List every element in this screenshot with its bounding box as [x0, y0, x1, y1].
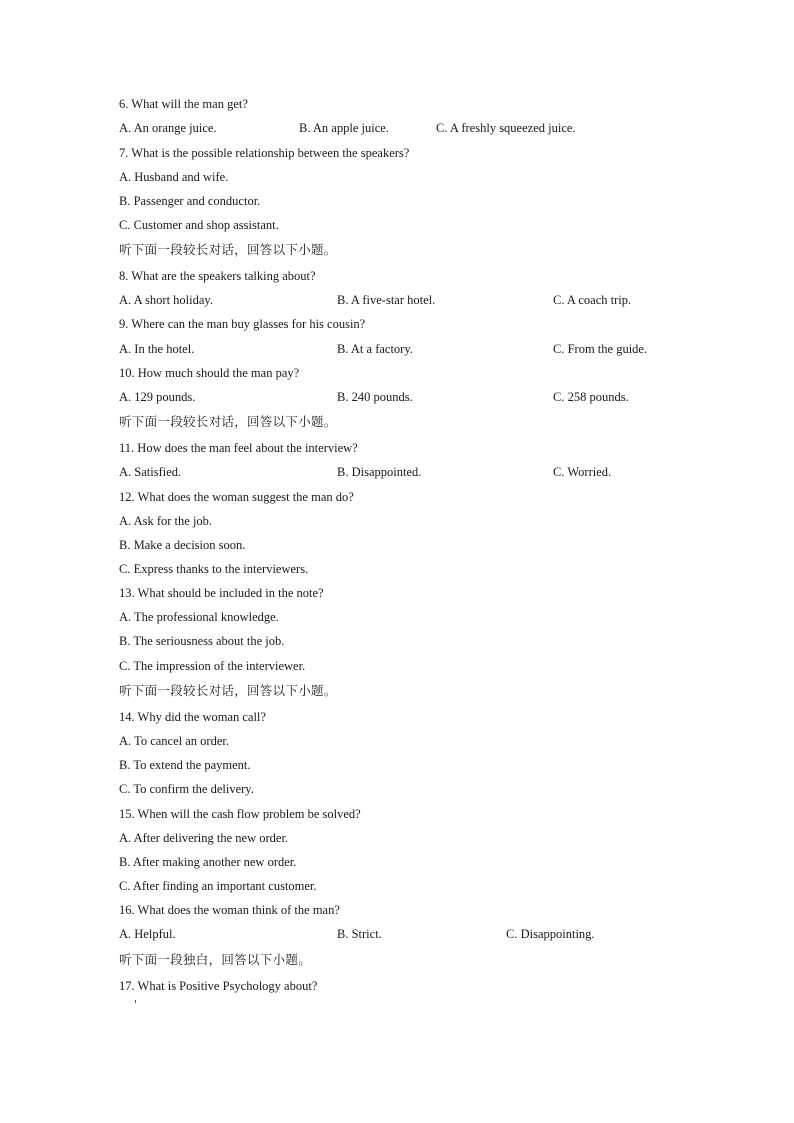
question-10-option-c: C. 258 pounds. — [553, 390, 629, 404]
question-11-stem: 11. How does the man feel about the interview? — [119, 441, 358, 455]
stray-mark — [135, 1000, 136, 1003]
section-instruction-2: 听下面一段较长对话，回答以下小题。 — [119, 414, 337, 429]
question-8-option-b: B. A five-star hotel. — [337, 293, 436, 307]
question-11-option-b: B. Disappointed. — [337, 465, 422, 479]
question-13-stem: 13. What should be included in the note? — [119, 586, 324, 600]
question-12-option-c: C. Express thanks to the interviewers. — [119, 562, 309, 576]
question-15-option-b: B. After making another new order. — [119, 855, 297, 869]
question-13-option-b: B. The seriousness about the job. — [119, 634, 285, 648]
question-8-stem: 8. What are the speakers talking about? — [119, 269, 316, 283]
question-14-option-b: B. To extend the payment. — [119, 758, 251, 772]
question-9-option-c: C. From the guide. — [553, 342, 648, 356]
question-6-option-b: B. An apple juice. — [299, 121, 389, 135]
question-6-option-a: A. An orange juice. — [119, 121, 217, 135]
section-instruction-4: 听下面一段独白，回答以下小题。 — [119, 952, 312, 967]
section-instruction-3: 听下面一段较长对话，回答以下小题。 — [119, 683, 337, 698]
question-14-stem: 14. Why did the woman call? — [119, 710, 266, 724]
question-8-option-c: C. A coach trip. — [553, 293, 632, 307]
question-7-stem: 7. What is the possible relationship between the speakers? — [119, 146, 410, 160]
question-9-option-a: A. In the hotel. — [119, 342, 195, 356]
question-6-stem: 6. What will the man get? — [119, 97, 248, 111]
question-6-option-c: C. A freshly squeezed juice. — [436, 121, 576, 135]
section-instruction-1: 听下面一段较长对话，回答以下小题。 — [119, 242, 337, 257]
question-16-stem: 16. What does the woman think of the man? — [119, 903, 340, 917]
question-14-option-c: C. To confirm the delivery. — [119, 782, 254, 796]
question-11-option-c: C. Worried. — [553, 465, 612, 479]
question-15-option-c: C. After finding an important customer. — [119, 879, 317, 893]
question-14-option-a: A. To cancel an order. — [119, 734, 229, 748]
question-16-option-b: B. Strict. — [337, 927, 382, 941]
question-13-option-a: A. The professional knowledge. — [119, 610, 279, 624]
question-7-option-b: B. Passenger and conductor. — [119, 194, 261, 208]
question-8-option-a: A. A short holiday. — [119, 293, 213, 307]
question-7-option-c: C. Customer and shop assistant. — [119, 218, 279, 232]
question-16-option-a: A. Helpful. — [119, 927, 176, 941]
question-15-stem: 15. When will the cash flow problem be solved? — [119, 807, 361, 821]
question-15-option-a: A. After delivering the new order. — [119, 831, 289, 845]
question-7-option-a: A. Husband and wife. — [119, 170, 229, 184]
question-9-option-b: B. At a factory. — [337, 342, 413, 356]
question-17-stem: 17. What is Positive Psychology about? — [119, 979, 318, 993]
question-13-option-c: C. The impression of the interviewer. — [119, 659, 306, 673]
question-10-option-a: A. 129 pounds. — [119, 390, 196, 404]
question-12-stem: 12. What does the woman suggest the man do? — [119, 490, 354, 504]
question-11-option-a: A. Satisfied. — [119, 465, 182, 479]
question-16-option-c: C. Disappointing. — [506, 927, 595, 941]
question-10-option-b: B. 240 pounds. — [337, 390, 413, 404]
question-12-option-a: A. Ask for the job. — [119, 514, 213, 528]
question-12-option-b: B. Make a decision soon. — [119, 538, 246, 552]
question-9-stem: 9. Where can the man buy glasses for his cousin? — [119, 317, 366, 331]
question-10-stem: 10. How much should the man pay? — [119, 366, 300, 380]
